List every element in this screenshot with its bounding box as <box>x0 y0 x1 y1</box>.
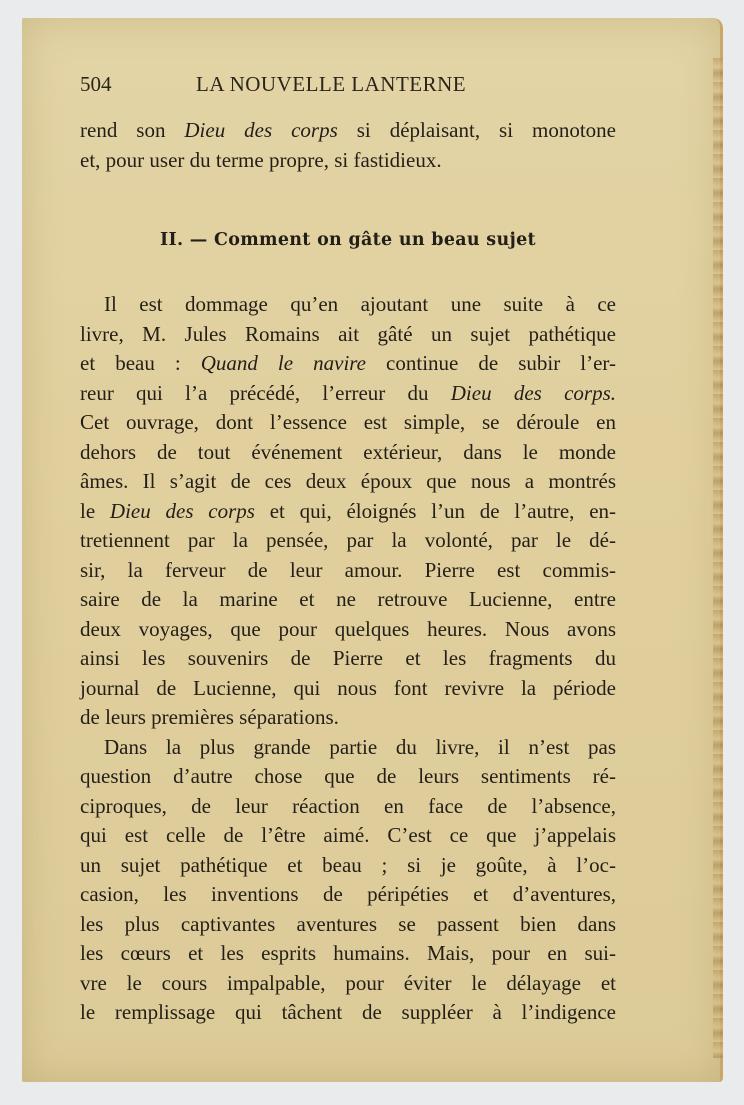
text-run: continue de subir l’er- <box>366 351 616 375</box>
text-line: les cœurs et les esprits humains. Mais, pour en sui- <box>80 941 616 965</box>
text-line: le remplissage qui tâchent de suppléer à l’indigence <box>80 1000 616 1024</box>
text-line <box>80 116 616 146</box>
text-run: et qui, éloignés l’un de l’autre, en- <box>254 498 617 523</box>
text-line: vre le cours impalpable, pour éviter le délayage et <box>80 970 616 995</box>
text-line <box>80 379 616 409</box>
text-line: deux voyages, que pour quelques heures. Nous avons <box>80 616 616 641</box>
torn-edge <box>713 58 723 1058</box>
text-line: ainsi les souvenirs de Pierre et les fragments du <box>80 646 616 670</box>
text-line: journal de Lucienne, qui nous font revivre la période <box>80 675 616 700</box>
text-run: si déplaisant, si monotone <box>337 118 616 142</box>
text-line <box>80 497 616 527</box>
text-line: et, pour user du terme propre, si fastidieux. <box>80 147 442 172</box>
body-text <box>80 290 616 1028</box>
section-heading: II. — Comment on gâte un beau sujet <box>160 230 536 250</box>
book-title-italic: Dieu des corps <box>109 498 255 523</box>
running-head <box>80 72 620 96</box>
text-line: casion, les inventions de péripéties et d’aventures, <box>80 882 616 906</box>
intro-text <box>80 116 616 175</box>
book-title-italic: Dieu des corps <box>184 118 338 142</box>
paragraph <box>80 290 616 733</box>
book-title-italic: Quand le navire <box>200 351 366 375</box>
text-run: le <box>80 498 110 523</box>
text-line: sir, la ferveur de leur amour. Pierre est commis- <box>80 557 616 582</box>
journal-title: LA NOUVELLE LANTERNE <box>196 72 467 96</box>
text-line: âmes. Il s’agit de ces deux époux que nous a montrés <box>80 469 616 493</box>
page-number: 504 <box>80 72 112 96</box>
text-line: Il est dommage qu’en ajoutant une suite à ce <box>104 292 616 316</box>
text-line: dehors de tout événement extérieur, dans le monde <box>80 439 616 464</box>
text-run: rend son <box>80 118 185 142</box>
text-line: Cet ouvrage, dont l’essence est simple, se déroule en <box>80 410 616 434</box>
text-line: question d’autre chose que de leurs sentiments ré- <box>80 764 616 788</box>
text-line: un sujet pathétique et beau ; si je goûte, à l’oc- <box>80 852 616 877</box>
text-line: ciproques, de leur réaction en face de l’absence, <box>80 793 616 818</box>
text-line: tretiennent par la pensée, par la volonté, par le dé- <box>80 528 616 552</box>
book-title-italic: Dieu des corps. <box>450 380 616 405</box>
text-run: et beau : <box>80 351 201 375</box>
text-line: Dans la plus grande partie du livre, il n’est pas <box>104 734 616 759</box>
text-line: livre, M. Jules Romains ait gâté un sujet pathétique <box>80 321 616 346</box>
text-line: saire de la marine et ne retrouve Lucienne, entre <box>80 587 616 611</box>
text-run: reur qui l’a précédé, l’erreur du <box>80 380 451 405</box>
text-line: de leurs premières séparations. <box>80 705 339 729</box>
text-line <box>80 349 616 379</box>
text-line: qui est celle de l’être aimé. C’est ce que j’appelais <box>80 823 616 847</box>
text-line: les plus captivantes aventures se passent bien dans <box>80 911 616 936</box>
paragraph <box>80 733 616 1028</box>
